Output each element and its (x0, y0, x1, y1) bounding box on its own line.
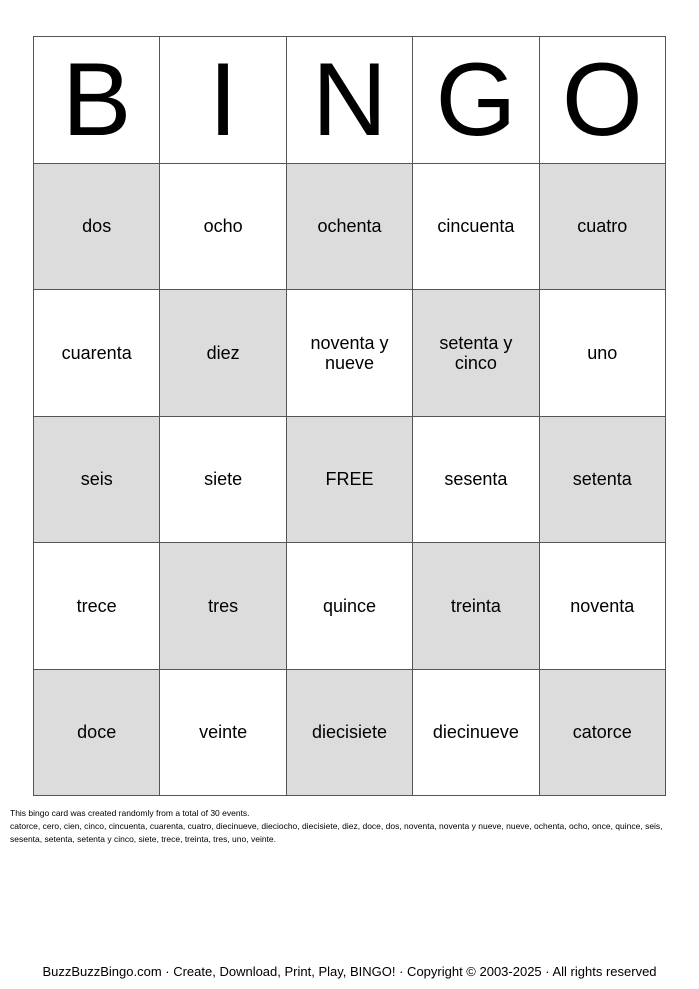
bingo-cell: cuatro (540, 164, 666, 291)
bingo-card (33, 36, 666, 796)
header-n: N (287, 37, 413, 164)
bingo-cell: tres (160, 543, 286, 670)
bingo-cell: treinta (413, 543, 539, 670)
bingo-cell: catorce (540, 670, 666, 797)
bingo-cell: ocho (160, 164, 286, 291)
bingo-cell: sesenta (413, 417, 539, 544)
header-i: I (160, 37, 286, 164)
bingo-cell: diecinueve (413, 670, 539, 797)
bingo-cell: veinte (160, 670, 286, 797)
bingo-cell: doce (34, 670, 160, 797)
bingo-cell: diez (160, 290, 286, 417)
bingo-cell: diecisiete (287, 670, 413, 797)
bingo-cell: ochenta (287, 164, 413, 291)
bingo-cell: trece (34, 543, 160, 670)
bingo-cell: uno (540, 290, 666, 417)
header-g: G (413, 37, 539, 164)
bingo-cell: setenta (540, 417, 666, 544)
bingo-cell: dos (34, 164, 160, 291)
bingo-cell: setenta y cinco (413, 290, 539, 417)
header-b: B (34, 37, 160, 164)
description-intro: This bingo card was created randomly from a total of 30 events. (10, 808, 250, 818)
page-footer: BuzzBuzzBingo.com · Create, Download, Print, Play, BINGO! · Copyright © 2003-2025 · All rights reserved (42, 964, 657, 979)
free-space-cell: FREE (287, 417, 413, 544)
bingo-cell: cuarenta (34, 290, 160, 417)
bingo-cell: noventa (540, 543, 666, 670)
bingo-cell: cincuenta (413, 164, 539, 291)
bingo-cell: siete (160, 417, 286, 544)
description-events: catorce, cero, cien, cinco, cincuenta, cuarenta, cuatro, diecinueve, dieciocho, diecisiete, diez, doce, dos, noventa, noventa y nueve, nueve, ochenta, ocho, once, quince, seis, sesenta, setenta, setenta y cinco, siete, trece, treinta, tres, uno, veinte. (10, 821, 663, 844)
header-o: O (540, 37, 666, 164)
bingo-cell: seis (34, 417, 160, 544)
bingo-cell: quince (287, 543, 413, 670)
card-description (10, 807, 690, 846)
bingo-cell: noventa y nueve (287, 290, 413, 417)
